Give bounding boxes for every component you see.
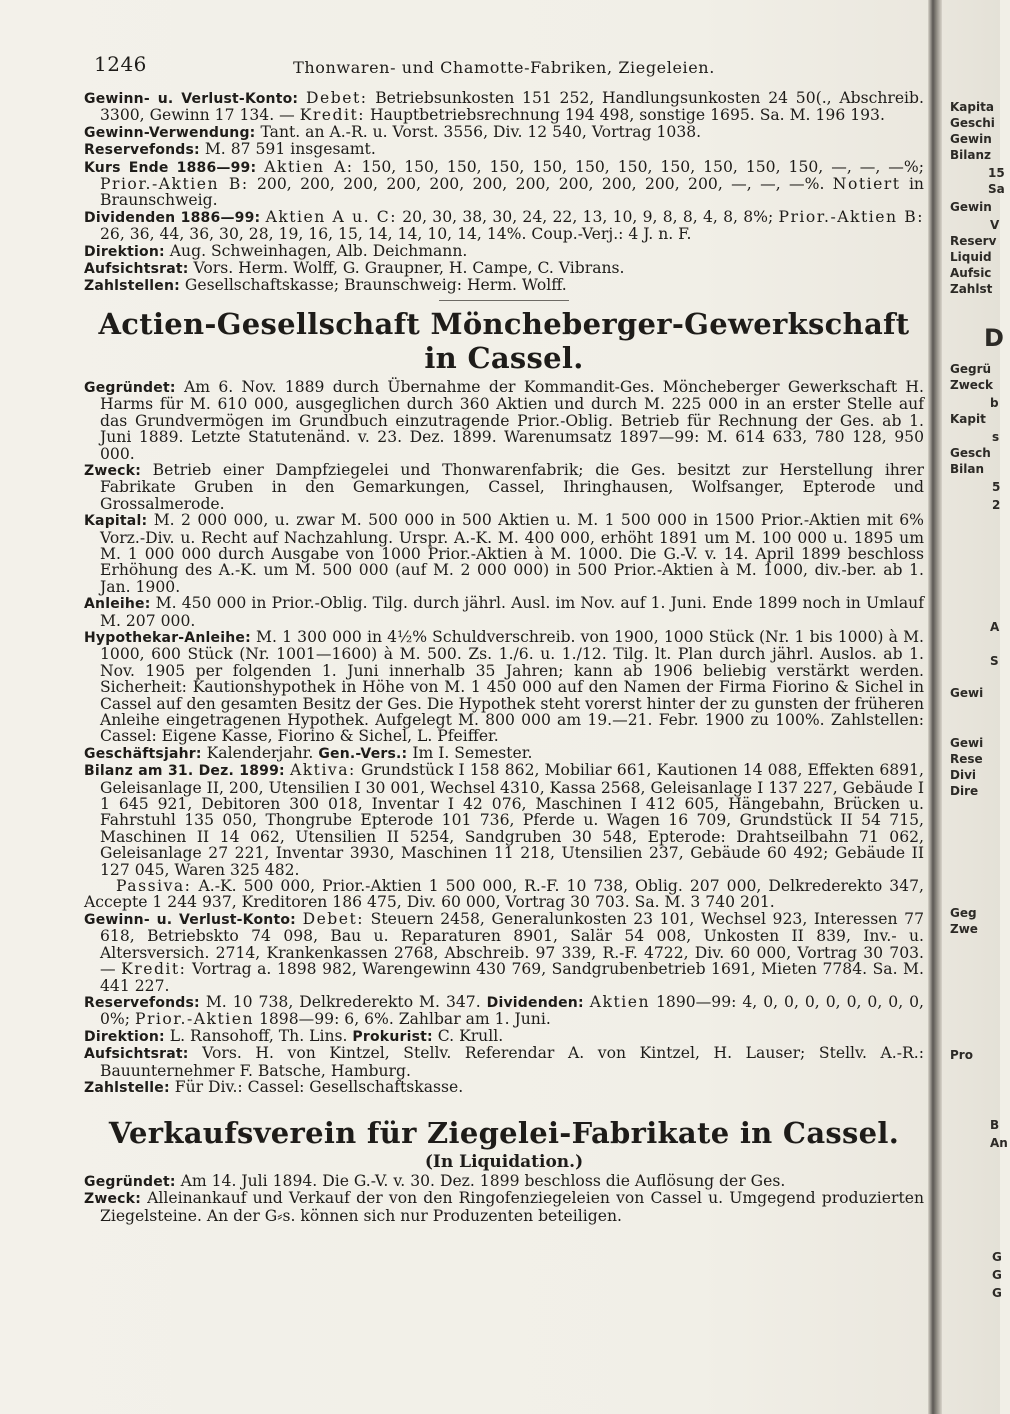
c2-gegruendet: Gegründet: Am 14. Juli 1894. Die G.-V. v. 30. Dez. 1899 beschloss die Auflösung der Ges. xyxy=(84,1171,786,1190)
margin-fragment: Zwe xyxy=(950,922,978,936)
company-subtitle-liquidation: (In Liquidation.) xyxy=(424,1152,584,1173)
prev-zahlstellen: Zahlstellen: Gesellschaftskasse; Braunschweig: Herm. Wolff. xyxy=(84,276,567,295)
margin-fragment: D xyxy=(984,324,1004,352)
margin-fragment: b xyxy=(990,396,999,410)
prev-gewinn-verwendung: Gewinn-Verwendung: Tant. an A.-R. u. Vorst. 3556, Div. 12 540, Vortrag 1038. xyxy=(84,122,702,141)
margin-fragment: Rese xyxy=(950,752,983,766)
c1-reservefonds-dividenden: Reservefonds: M. 10 738, Delkrederekto M. 347. Dividenden: Aktien 1890—99: 4, 0, 0, 0, 0, 0, 0, 0, 0, 0%; Prior.-Aktien 1898—99: 6, 6%. Zahlbar am 1. Juni. xyxy=(84,992,925,1029)
prev-kurs: Kurs Ende 1886—99: Aktien A: 150, 150, 150, 150, 150, 150, 150, 150, 150, 150, 150, —, —, —%; Prior.-Aktien B: 200, 200, 200, 200, 200, 200, 200, 200, 200, 200, 200, —, —, —%. Notiert in Braunschweig. xyxy=(84,157,924,210)
prev-reservefonds: Reservefonds: M. 87 591 insgesamt. xyxy=(84,140,376,159)
margin-fragment: G xyxy=(992,1250,1002,1264)
margin-fragment: Zweck xyxy=(950,378,994,392)
margin-fragment: Gesch xyxy=(950,446,991,460)
margin-fragment: Liquid xyxy=(950,250,992,264)
margin-fragment: Dire xyxy=(950,784,979,798)
margin-fragment: Bilanz xyxy=(950,148,991,162)
prev-direktion: Direktion: Aug. Schweinhagen, Alb. Deichmann. xyxy=(84,241,468,260)
margin-fragment: Gewin xyxy=(950,132,992,146)
margin-fragment: Bilan xyxy=(950,462,985,476)
margin-fragment: An xyxy=(990,1136,1008,1150)
prev-aufsichtsrat: Aufsichtsrat: Vors. Herm. Wolff, G. Graupner, H. Campe, C. Vibrans. xyxy=(84,259,625,278)
margin-fragment: Kapit xyxy=(950,412,986,426)
c1-zahlstelle: Zahlstelle: Für Div.: Cassel: Gesellschaftskasse. xyxy=(84,1077,464,1096)
c1-anleihe: Anleihe: M. 450 000 in Prior.-Oblig. Tilg. durch jährl. Ausl. im Nov. auf 1. Juni. Ende 1899 noch in Umlauf M. 207 000. xyxy=(84,594,924,630)
c1-aufsichtsrat: Aufsichtsrat: Vors. H. von Kintzel, Stellv. Referendar A. von Kintzel, H. Lauser; Stellv. A.-R.: Bauunternehmer F. Batsche, Hamburg. xyxy=(84,1044,924,1080)
margin-fragment: Geg xyxy=(950,906,977,920)
margin-fragment: 15 xyxy=(988,166,1005,180)
margin-fragment: Reserv xyxy=(950,234,997,248)
main-text-column xyxy=(84,50,924,1224)
c1-passiva: Passiva: A.-K. 500 000, Prior.-Aktien 1 500 000, R.-F. 10 738, Oblig. 207 000, Delkrederekto 347, Accepte 1 244 937, Kreditoren 186 475, Div. 60 000, Vortrag 30 703. Sa. M. 3 740 201. xyxy=(84,877,924,912)
margin-fragment: S xyxy=(990,654,999,668)
margin-fragment: Divi xyxy=(950,768,977,782)
company-title-verkaufsverein: Verkaufsverein für Ziegelei-Fabrikate in Cassel. xyxy=(108,1116,900,1151)
margin-fragment: Kapita xyxy=(950,100,994,114)
margin-fragment: Gewi xyxy=(950,736,984,750)
margin-fragment: A xyxy=(990,620,1000,634)
margin-fragment: Pro xyxy=(950,1048,973,1062)
c1-gewinn-verlust-konto: Gewinn- u. Verlust-Konto: Debet: Steuern 2458, Generalunkosten 23 101, Wechsel 923, Interessen 77 618, Betriebskto 74 098, Bau u. Reparaturen 8901, Salär 54 008, Unkosten II 839, Inv.- u. Altersversich. 2714, Krankenkassen 2768, Abschreib. 97 339, R.-F. 4722, Div. 60 000, Vortrag 30 703. — Kredit: Vortrag a. 1898 982, Warengewinn 430 769, Sandgrubenbetrieb 1691, Mieten 7784. Sa. M. 441 227. xyxy=(84,909,924,995)
c1-bilanz: Bilanz am 31. Dez. 1899: Aktiva: Grundstück I 158 862, Mobiliar 661, Kautionen 14 088, Effekten 6891, Geleisanlage II, 200, Utensilien I 30 001, Wechsel 4310, Kassa 2568, Geleisanlage I 137 227, Gebäude I 1 645 921, Debitoren 300 018, Inventar I 42 076, Maschinen I 412 605, Hängebahn, Brücken u. Fahrstuhl 135 050, Thongrube Epterode 101 736, Pferde u. Wagen 16 709, Grundstück II 54 715, Maschinen II 14 062, Utensilien II 5254, Sandgruben 30 548, Epterode: Drahtseilbahn 71 062, Geleisanlage 27 221, Inventar 3930, Maschinen 11 218, Utensilien 237, Gebäude 60 492; Gebäude II 127 045, Waren 325 482. xyxy=(84,761,924,879)
c1-zweck: Zweck: Betrieb einer Dampfziegelei und Thonwarenfabrik; die Ges. besitzt zur Herstellung ihrer Fabrikate Gruben in den Gemarkungen, Cassel, Ihringhausen, Wolfsanger, Epterode und Grossalmerode. xyxy=(84,460,924,513)
margin-fragment: 2 xyxy=(992,498,1001,512)
margin-fragment: B xyxy=(990,1118,1000,1132)
margin-fragment: Aufsic xyxy=(950,266,992,280)
c1-kapital: Kapital: M. 2 000 000, u. zwar M. 500 000 in 500 Aktien u. M. 1 500 000 in 1500 Prior.-Aktien mit 6% Vorz.-Div. u. Recht auf Nachzahlung. Urspr. A.-K. M. 400 000, erhöht 1891 um M. 100 000 u. 1895 um M. 1 000 000 durch Ausgabe von 1000 Prior.-Aktien à M. 1000. Die G.-V. v. 14. April 1899 beschloss Erhöhung des A.-K. um M. 500 000 (auf M. 2 000 000) in 500 Prior.-Aktien à M. 1000, div.-ber. ab 1. Jan. 1900. xyxy=(84,511,924,596)
c1-direktion: Direktion: L. Ransohoff, Th. Lins. Prokurist: C. Krull. xyxy=(84,1026,504,1045)
margin-fragment: Gegrü xyxy=(950,362,992,376)
margin-fragment: G xyxy=(992,1268,1002,1282)
margin-fragment: V xyxy=(990,218,1000,232)
margin-fragment: s xyxy=(992,430,1000,444)
c1-hypothekar-anleihe: Hypothekar-Anleihe: M. 1 300 000 in 4½% Schuldverschreib. von 1900, 1000 Stück (Nr. 1 bis 1000) à M. 1000, 600 Stück (Nr. 1001—1600) à M. 500. Zs. 1./6. u. 1./12. Tilg. lt. Plan durch jährl. Auslos. ab 1. Nov. 1905 per folgenden 1. Juni innerhalb 35 Jahren; kann ab 1906 beliebig verstärkt werden. Sicherheit: Kautionshypothek in Höhe von M. 1 450 000 auf den Namen der Firma Fiorino & Sichel in Cassel auf den gesamten Besitz der Ges. Die Hypothek steht vorerst hinter der zu gunsten der früheren Anleihe eingetragenen Hypothek. Aufgelegt M. 800 000 am 19.—21. Febr. 1900 zu 100%. Zahlstellen: Cassel: Eigene Kasse, Fiorino & Sichel, L. Pfeiffer. xyxy=(84,627,924,746)
margin-fragment: Gewi xyxy=(950,686,984,700)
margin-fragment: Zahlst xyxy=(950,282,993,296)
c2-zweck: Zweck: Alleinankauf und Verkauf der von den Ringofenziegeleien von Cassel u. Umgegend produzierten Ziegelsteine. An der G⸗s. können sich nur Produzenten beteiligen. xyxy=(84,1189,924,1225)
running-head xyxy=(84,50,924,90)
margin-fragment: G xyxy=(992,1286,1002,1300)
page-number: 1246 xyxy=(94,52,147,76)
running-title: Thonwaren- und Chamotte-Fabriken, Ziegeleien. xyxy=(293,58,715,77)
c1-geschaeftsjahr: Geschäftsjahr: Kalenderjahr. Gen.-Vers.: Im I. Semester. xyxy=(84,743,533,762)
c1-gegruendet: Gegründet: Am 6. Nov. 1889 durch Übernahme der Kommandit-Ges. Möncheberger Gewerkschaft H. Harms für M. 610 000, ausgeglichen durch 360 Aktien und durch M. 225 000 in an erster Stelle auf das Grundvermögen im Grundbuch einzutragende Prior.-Oblig. Betrieb für Rechnung der Ges. ab 1. Juni 1889. Letzte Statutenänd. v. 23. Dez. 1899. Warenumsatz 1897—99: M. 614 633, 780 128, 950 000. xyxy=(84,377,924,463)
margin-fragment: Sa xyxy=(988,182,1005,196)
company-title-moencheberger: Actien-Gesellschaft Möncheberger-Gewerkschaft in Cassel. xyxy=(98,306,910,375)
margin-fragment: 5 xyxy=(992,480,1001,494)
prev-gewinn-verlust-konto: Gewinn- u. Verlust-Konto: Debet: Betriebsunkosten 151 252, Handlungsunkosten 24 50(., Abschreib. 3300, Gewinn 17 134. — Kredit: Hauptbetriebsrechnung 194 498, sonstige 1695. Sa. M. 196 193. xyxy=(84,89,924,125)
margin-fragment: Geschi xyxy=(950,116,995,130)
section-divider xyxy=(439,300,569,301)
margin-fragment: Gewin xyxy=(950,200,992,214)
section-gap xyxy=(84,1096,924,1114)
page-fold-shadow xyxy=(928,0,942,1414)
prev-dividenden: Dividenden 1886—99: Aktien A u. C: 20, 30, 38, 30, 24, 22, 13, 10, 9, 8, 8, 4, 8, 8%; Prior.-Aktien B: 26, 36, 44, 36, 30, 28, 19, 16, 15, 14, 14, 10, 14, 14%. Coup.-Verj.: 4 J. n. F. xyxy=(84,207,924,244)
